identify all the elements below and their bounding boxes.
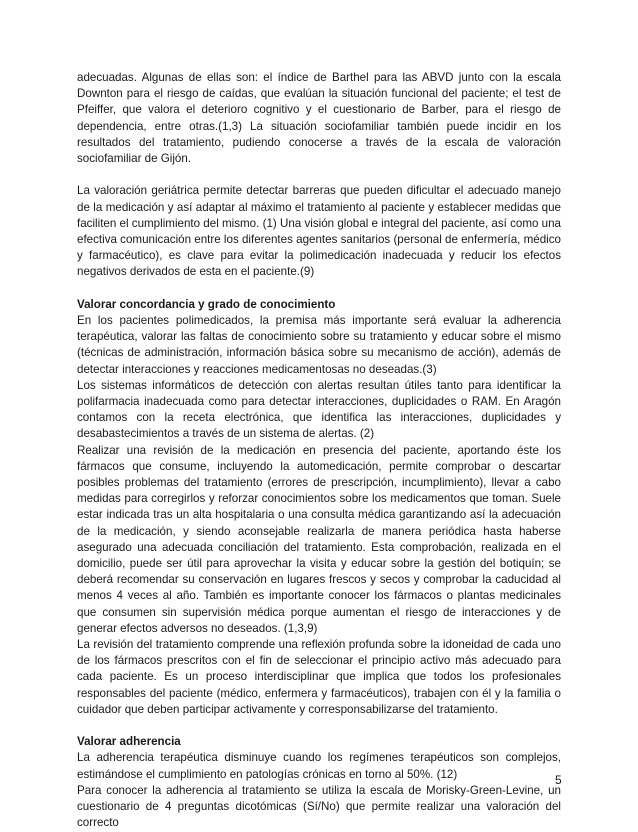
paragraph-polymedicated-patients: En los pacientes polimedicados, la premisa más importante será evaluar la adherencia terapéutica, valorar las faltas de conocimiento sobre su tratamiento y educar sobre el mismo (técnicas de administración, información básica sobre su mecanismo de acción), además de detectar interacciones y reacciones medicamentosas no deseadas.(3) [77,314,561,376]
paragraph-adherence-decrease: La adherencia terapéutica disminuye cuando los regímenes terapéuticos son complejos, estimándose el cumplimiento en patologías crónicas en torno al 50%. (12) [77,751,561,781]
paragraph-morisky-scale: Para conocer la adherencia al tratamiento se utiliza la escala de Morisky-Green-Levine, un cuestionario de 4 preguntas dicotómicas (Sí/No) que permite realizar una valoración del correcto [77,783,561,830]
page-body [77,70,561,832]
page-number: 5 [555,773,562,787]
paragraph-medication-review: Realizar una revisión de la medicación en presencia del paciente, aportando éste los fármacos que consume, incluyendo la automedicación, permite comprobar o descartar posibles problemas del tratamiento (errores de prescripción, incumplimiento), llevar a cabo medidas para corregirlos y reforzar conocimientos sobre los medicamentos que toman. Suele estar indicada tras un alta hospitalaria o una consulta médica garantizando así la adecuación de la medicación, y siendo aconsejable realizarla de manera periódica hasta haberse asegurado una adecuada conciliación del tratamiento. Esta comprobación, realizada en el domicilio, puede ser útil para aprovechar la visita y educar sobre la gestión del botiquín; se deberá recomendar su conservación en lugares frescos y secos y comprobar la caducidad al menos 4 veces al año. También es importante conocer los fármacos o plantas medicinales que consumen sin supervisión médica porque aumentan el riesgo de interacciones y de generar efectos adversos no deseados. (1,3,9) [77,443,561,635]
heading-adherence: Valorar adherencia [77,735,181,749]
paragraph-detection-systems: Los sistemas informáticos de detección con alertas resultan útiles tanto para identificar la polifarmacia inadecuada como para detectar interacciones, duplicidades o RAM. En Aragón contamos con la receta electrónica, que identifica las interacciones, duplicidades y desabastecimientos a través de un sistema de alertas. (2) [77,378,561,441]
paragraph-geriatric-assessment: La valoración geriátrica permite detectar barreras que pueden dificultar el adecuado manejo de la medicación y así adaptar al máximo el tratamiento al paciente y establecer medidas que faciliten el cumplimiento del mismo. (1) Una visión global e integral del paciente, así como una efectiva comunicación entre los diferentes agentes sanitarios (personal de enfermería, médico y farmacéutico), es clave para evitar la polimedicación inadecuada y reducir los efectos negativos derivados de esta en el paciente.(9) [77,184,561,279]
paragraph-treatment-review: La revisión del tratamiento comprende una reflexión profunda sobre la idoneidad de cada uno de los fármacos prescritos con el fin de seleccionar el principio activo más adecuado para cada paciente. Es un proceso interdisciplinar que implica que todos los profesionales responsables del paciente (médico, enfermera y farmacéuticos), trabajen con él y la familia o cuidador que deben participar activamente y corresponsabilizarse del tratamiento. [77,638,561,716]
heading-concordance: Valorar concordancia y grado de conocimiento [77,297,336,311]
paragraph-assessment-scales: adecuadas. Algunas de ellas son: el índice de Barthel para las ABVD junto con la escala Downton para el riesgo de caídas, que evalúan la situación funcional del paciente; el test de Pfeiffer, que valora el deterioro cognitivo y el cuestionario de Barber, para el riesgo de dependencia, entre otras.(1,3) La situación sociofamiliar también puede incidir en los resultados del tratamiento, pudiendo conocerse a través de la escala de valoración sociofamiliar de Gijón. [77,71,561,166]
